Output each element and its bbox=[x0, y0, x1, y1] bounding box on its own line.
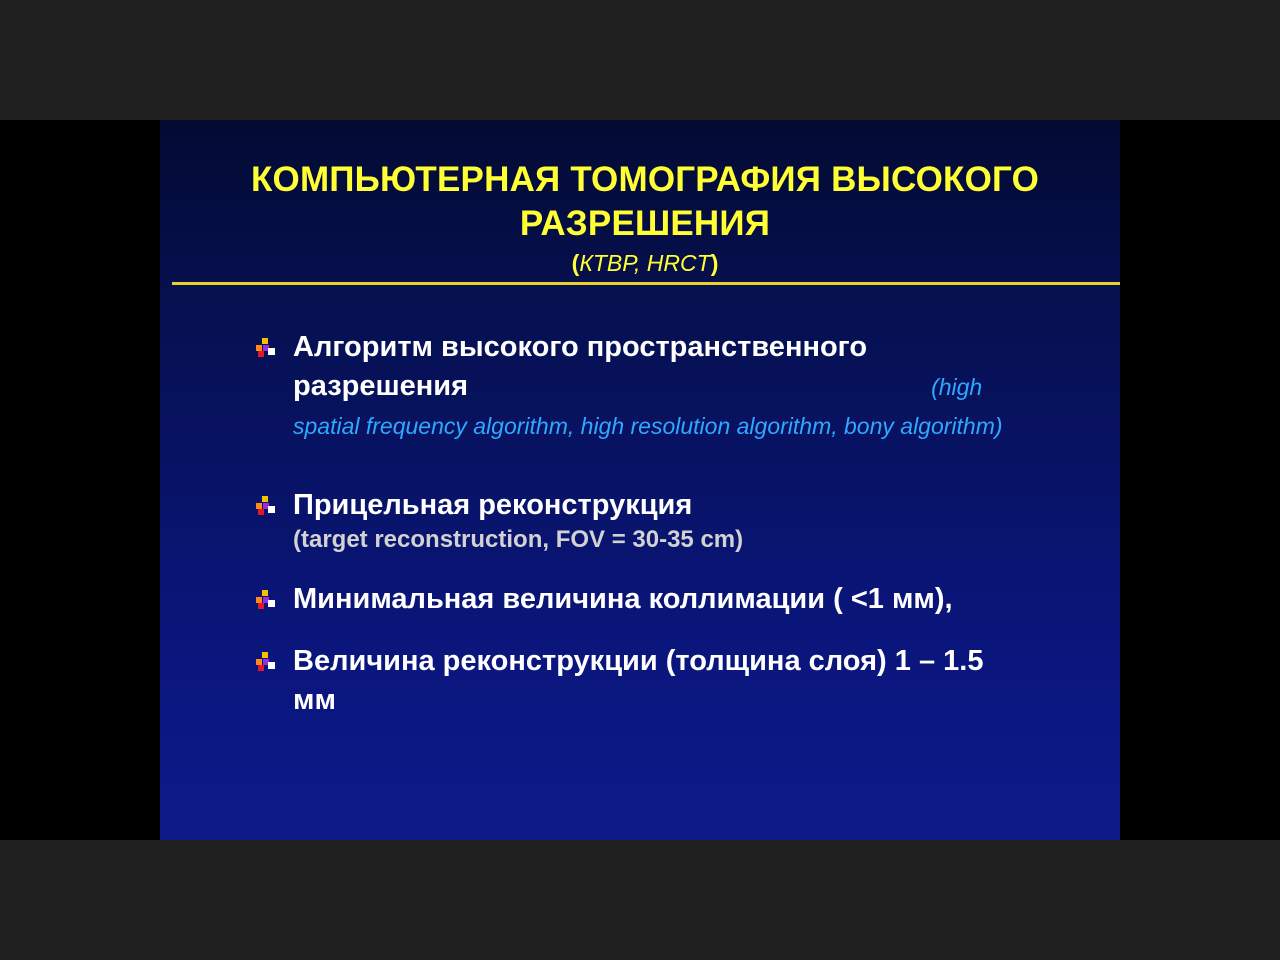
colored-squares-bullet-icon bbox=[256, 590, 276, 610]
bullet-text bbox=[293, 642, 1013, 720]
colored-squares-bullet-icon bbox=[256, 496, 276, 516]
bullet-text bbox=[293, 580, 1033, 619]
colored-squares-bullet-icon bbox=[256, 652, 276, 672]
bullet-main-text: Величина реконструкции (толщина слоя) 1 – 1.5 мм bbox=[293, 645, 984, 716]
bullet-list bbox=[160, 120, 1120, 840]
presentation-slide bbox=[160, 120, 1120, 840]
colored-squares-bullet-icon bbox=[256, 338, 276, 358]
subtitle-open-paren: ( bbox=[571, 250, 580, 276]
subtitle-abbreviations: КТВР, HRCT bbox=[579, 250, 711, 276]
subtitle-close-paren: ) bbox=[710, 250, 719, 276]
slide-title: КОМПЬЮТЕРНАЯ ТОМОГРАФИЯ ВЫСОКОГО РАЗРЕШЕНИЯ bbox=[250, 160, 1040, 243]
bullet-text bbox=[293, 328, 1033, 445]
bullet-main-text: Прицельная реконструкция bbox=[293, 489, 693, 521]
bullet-main-text: Алгоритм высокого пространственного разрешения bbox=[293, 331, 868, 402]
bullet-note-english: (high spatial frequency algorithm, high resolution algorithm, bony algorithm) bbox=[293, 374, 1003, 439]
bullet-text bbox=[293, 486, 1033, 555]
bullet-main-text: Минимальная величина коллимации ( <1 мм), bbox=[293, 583, 953, 615]
bullet-note-english: (target reconstruction, FOV = 30-35 cm) bbox=[293, 526, 744, 553]
